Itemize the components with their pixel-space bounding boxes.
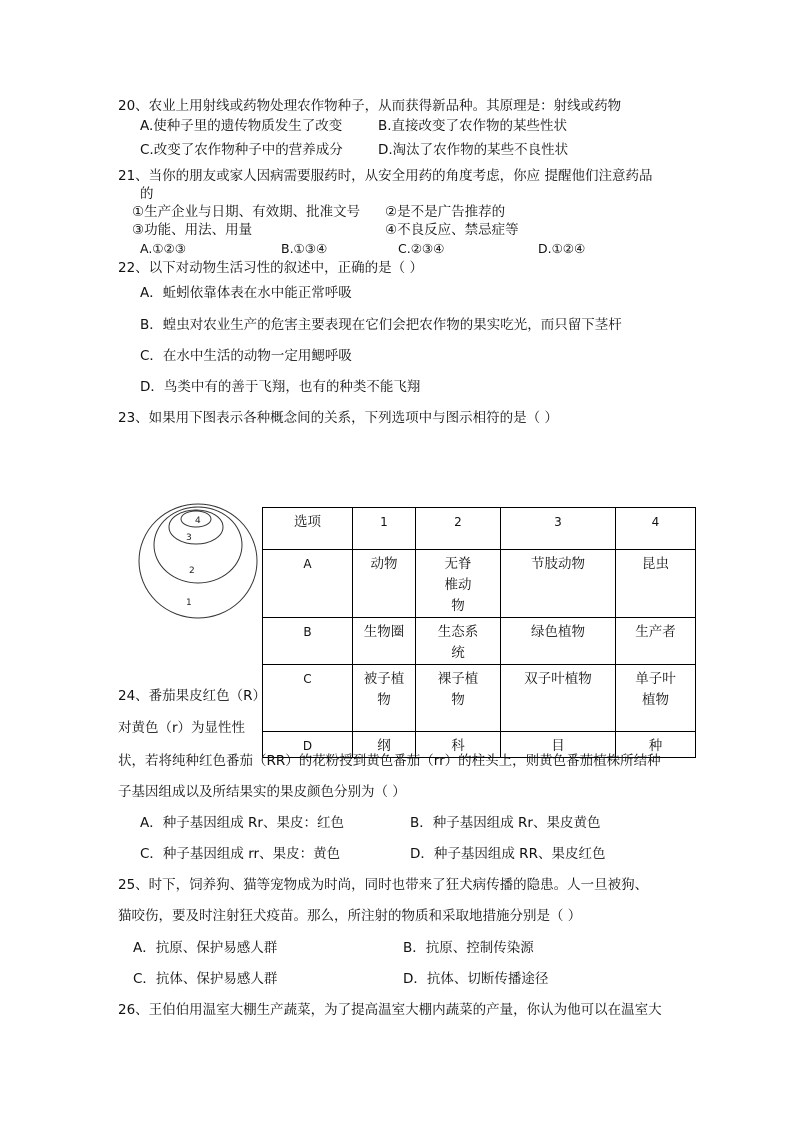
table-cell: B	[263, 618, 353, 665]
q20-stem: 20、农业上用射线或药物处理农作物种子，从而获得新品种。其原理是：射线或药物	[118, 98, 622, 114]
table-cell: 无脊椎动物	[416, 550, 501, 618]
table-row	[263, 665, 696, 732]
table-cell: 绿色植物	[501, 618, 616, 665]
table-header-cell: 1	[353, 508, 416, 550]
q22-option-a: A．蚯蚓依靠体表在水中能正常呼吸	[140, 285, 352, 301]
q25-stem-line-1: 25、时下，饲养狗、猫等宠物成为时尚，同时也带来了狂犬病传播的隐患。人一旦被狗、	[118, 877, 649, 893]
table-row	[263, 550, 696, 618]
table-header-row	[263, 508, 696, 550]
diagram-label-1: 1	[186, 598, 192, 608]
table-cell: 种	[616, 732, 696, 758]
table-cell: 生产者	[616, 618, 696, 665]
table-row	[263, 618, 696, 665]
table-header-cell: 4	[616, 508, 696, 550]
q20-option-b: B.直接改变了农作物的某些性状	[378, 118, 568, 134]
q24-option-a: A．种子基因组成 Rr、果皮：红色	[140, 815, 344, 831]
table-cell: A	[263, 550, 353, 618]
q25-option-d: D．抗体、切断传播途径	[403, 971, 549, 987]
table-cell: 动物	[353, 550, 416, 618]
q26-stem: 26、王伯伯用温室大棚生产蔬菜，为了提高温室大棚内蔬菜的产量，你认为他可以在温室大	[118, 1002, 662, 1018]
q21-stem: 21、当你的朋友或家人因病需要服药时，从安全用药的角度考虑，你应 提醒他们注意药品	[118, 168, 653, 184]
q21-item-2: ②是不是广告推荐的	[385, 204, 506, 220]
table-cell: D	[263, 732, 353, 758]
table-cell: 被子植物	[353, 665, 416, 732]
q25-option-c: C．抗体、保护易感人群	[133, 971, 278, 987]
q25-option-b: B．抗原、控制传染源	[403, 940, 534, 956]
table-cell: 单子叶植物	[616, 665, 696, 732]
q23-options-table	[262, 507, 696, 758]
q21-item-3: ③功能、用法、用量	[132, 222, 253, 238]
table-header-cell: 2	[416, 508, 501, 550]
table-cell: 生态系统	[416, 618, 501, 665]
q23-stem: 23、如果用下图表示各种概念间的关系，下列选项中与图示相符的是（ ）	[118, 410, 558, 426]
q24-stem-line-2: 对黄色（r）为显性性	[118, 720, 246, 736]
table-header-cell: 3	[501, 508, 616, 550]
table-cell: 纲	[353, 732, 416, 758]
q20-option-d: D.淘汰了农作物的某些不良性状	[378, 142, 569, 158]
table-cell: 生物圈	[353, 618, 416, 665]
q24-option-d: D．种子基因组成 RR、果皮红色	[410, 846, 606, 862]
q21-option-d: D.①②④	[538, 241, 586, 256]
q21-option-a: A.①②③	[140, 241, 186, 256]
q24-option-b: B．种子基因组成 Rr、果皮黄色	[410, 815, 601, 831]
q24-stem-line-3: 状，若将纯种红色番茄（RR）的花粉授到黄色番茄（rr）的柱头上，则黄色番茄植株所结种	[118, 753, 661, 769]
concept-nesting-diagram	[136, 500, 260, 620]
q25-stem-line-2: 猫咬伤，要及时注射狂犬疫苗。那么，所注射的物质和采取地措施分别是（ ）	[118, 908, 582, 924]
q21-option-c: C.②③④	[398, 241, 445, 256]
q24-stem-line-1: 24、番茄果皮红色（R）	[118, 688, 267, 704]
q22-option-b: B．蝗虫对农业生产的危害主要表现在它们会把农作物的果实吃光，而只留下茎杆	[140, 317, 622, 333]
table-header-cell: 选项	[263, 508, 353, 550]
q21-stem-continued: 的	[140, 186, 154, 202]
table-cell: 昆虫	[616, 550, 696, 618]
q20-option-c: C.改变了农作物种子中的营养成分	[140, 142, 343, 158]
table-cell: 裸子植物	[416, 665, 501, 732]
table-cell: 双子叶植物	[501, 665, 616, 732]
q24-stem-line-4: 子基因组成以及所结果实的果皮颜色分别为（ ）	[118, 784, 406, 800]
q22-option-d: D．鸟类中有的善于飞翔，也有的种类不能飞翔	[140, 379, 421, 395]
table-cell: 节肢动物	[501, 550, 616, 618]
table-cell: C	[263, 665, 353, 732]
q24-option-c: C．种子基因组成 rr、果皮：黄色	[140, 846, 341, 862]
q21-option-b: B.①③④	[281, 241, 328, 256]
q21-item-4: ④不良反应、禁忌症等	[385, 222, 519, 238]
diagram-label-2: 2	[189, 566, 195, 576]
diagram-label-4: 4	[195, 516, 201, 526]
q22-stem: 22、以下对动物生活习性的叙述中，正确的是（ ）	[118, 260, 423, 276]
q25-option-a: A．抗原、保护易感人群	[133, 940, 278, 956]
table-cell: 目	[501, 732, 616, 758]
diagram-label-3: 3	[186, 533, 192, 543]
q21-item-1: ①生产企业与日期、有效期、批准文号	[132, 204, 361, 220]
table-cell: 科	[416, 732, 501, 758]
q22-option-c: C．在水中生活的动物一定用鳃呼吸	[140, 348, 352, 364]
q20-option-a: A.使种子里的遗传物质发生了改变	[140, 118, 343, 134]
